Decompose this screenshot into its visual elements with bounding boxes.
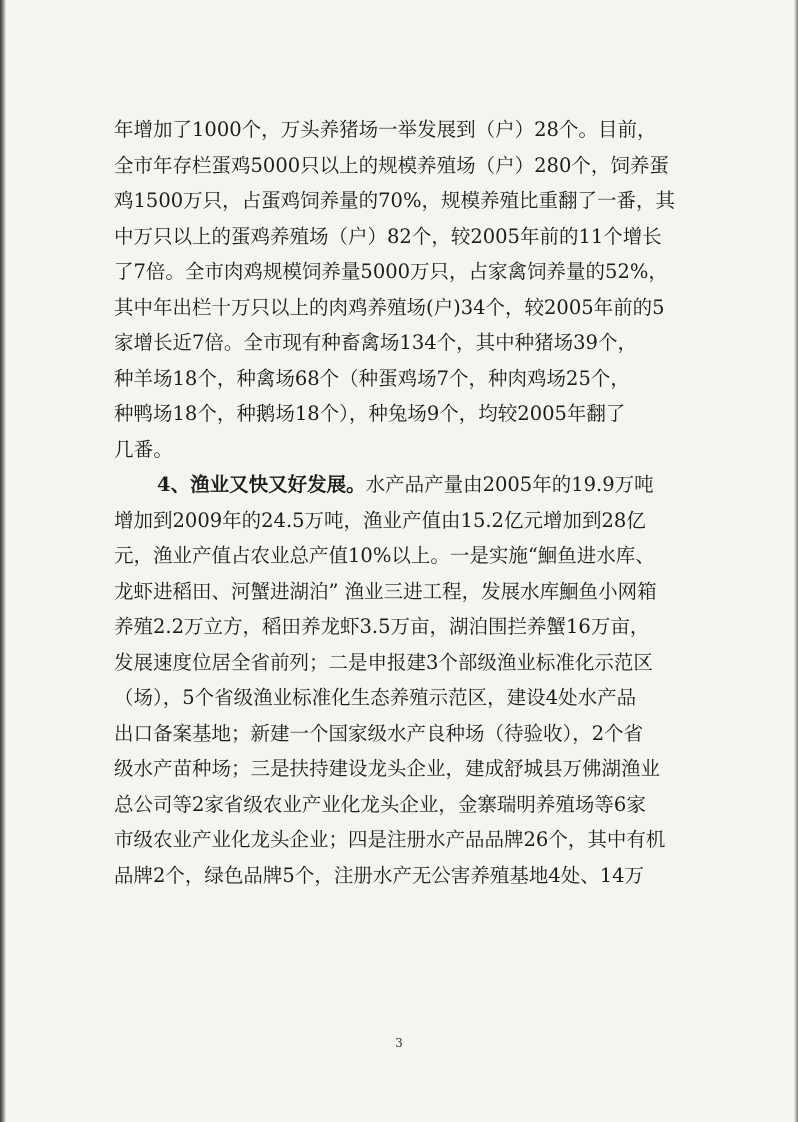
page-number: 3 (395, 1036, 403, 1050)
text-line: 养殖2.2万立方，稻田养龙虾3.5万亩，湖泊围拦养蟹16万亩， (114, 615, 650, 638)
text-line: 发展速度位居全省前列；二是申报建3个部级渔业标准化示范区 (114, 650, 653, 674)
scan-edge-left (0, 0, 6, 1122)
text-line: 了7倍。全市肉鸡规模饲养量5000万只，占家禽饲养量的52%， (114, 260, 668, 283)
text-line: 其中年出栏十万只以上的肉鸡养殖场(户)34个，较2005年前的5 (114, 295, 665, 319)
scan-edge-right (794, 0, 798, 1122)
text-line: 种鸭场18个，种鹅场18个），种兔场9个，均较2005年翻了 (114, 402, 626, 425)
text-line: 几番。 (114, 437, 174, 461)
section-4-first-line-text: 水产品产量由2005年的19.9万吨 (365, 473, 654, 496)
text-line: 年增加了1000个，万头养猪场一举发展到（户）28个。目前， (114, 118, 657, 141)
text-line: 全市年存栏蛋鸡5000只以上的规模养殖场（户）280个，饲养蛋 (114, 153, 669, 177)
text-line: 中万只以上的蛋鸡养殖场（户）82个，较2005年前的11个增长 (114, 224, 662, 248)
text-line: 种羊场18个，种禽场68个（种蛋鸡场7个，种肉鸡场25个， (114, 366, 630, 390)
text-line: 级水产苗种场；三是扶持建设龙头企业，建成舒城县万佛湖渔业 (114, 757, 661, 780)
text-line: 市级农业产业化龙头企业；四是注册水产品品牌26个，其中有机 (114, 828, 666, 851)
section-4-first-line (114, 467, 716, 503)
text-line: 总公司等2家省级农业产业化龙头企业，金寨瑞明养殖场等6家 (114, 792, 646, 816)
text-line: 增加到2009年的24.5万吨，渔业产值由15.2亿元增加到28亿 (114, 508, 646, 532)
text-line: 鸡1500万只，占蛋鸡饲养量的70%，规模养殖比重翻了一番，其 (114, 189, 675, 212)
text-line: 出口备案基地；新建一个国家级水产良种场（待验收），2个省 (114, 721, 644, 745)
text-line: 元，渔业产值占农业总产值10%以上。一是实施“鮰鱼进水库、 (114, 544, 655, 567)
text-line: 家增长近7倍。全市现有种畜禽场134个，其中种猪场39个， (114, 331, 637, 354)
body-text (114, 112, 716, 893)
section-4-heading: 4、渔业又快又好发展。 (157, 473, 366, 496)
text-line: 龙虾进稻田、河蟹进湖泊” 渔业三进工程，发展水库鮰鱼小网箱 (114, 579, 657, 603)
text-line: （场），5个省级渔业标准化生态养殖示范区，建设4处水产品 (114, 686, 637, 709)
text-line: 品牌2个，绿色品牌5个，注册水产无公害养殖基地4处、14万 (114, 863, 645, 887)
